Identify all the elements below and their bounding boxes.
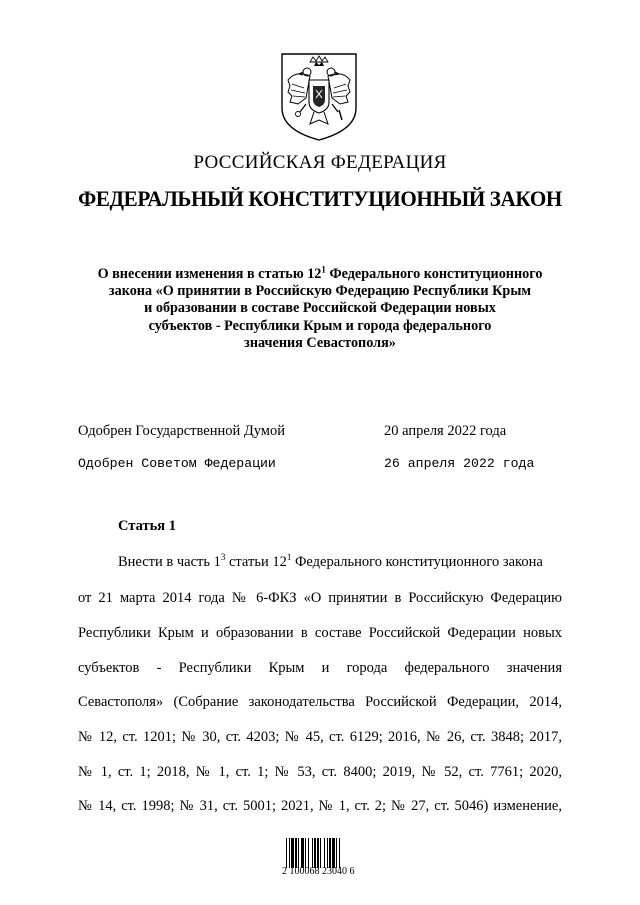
law-title-line: значения Севастополя» (244, 334, 396, 351)
article-text-line: от 21 марта 2014 года № 6-ФКЗ «О принятии в Российскую Федерацию (78, 590, 562, 606)
article-heading: Статья 1 (118, 518, 176, 534)
article-text-line: № 14, ст. 1998; № 31, ст. 5001; 2021, № 1, ст. 2; № 27, ст. 5046) изменение, (78, 798, 562, 814)
council-approval-date: 26 апреля 2022 года (384, 456, 535, 471)
council-approval-label: Одобрен Советом Федерации (78, 456, 276, 471)
article-text-line: Севастополя» (Собрание законодательства Российской Федерации, 2014, (78, 694, 562, 710)
barcode-number: 2 100068 23040 6 (282, 866, 355, 877)
article-text-line: Внести в часть $1^3$ статьи $12^1$ Федерального конституционного закона (118, 552, 543, 570)
country-name: РОССИЙСКАЯ ФЕДЕРАЦИЯ (193, 152, 447, 173)
law-title-line: О внесении изменения в статью $12^1$ Федерального конституционного (97, 264, 543, 282)
law-title (60, 266, 580, 352)
article-text-line: № 1, ст. 1; 2018, № 1, ст. 1; № 53, ст. 8400; 2019, № 52, ст. 7761; 2020, (78, 764, 562, 780)
duma-approval-label: Одобрен Государственной Думой (78, 423, 285, 439)
law-title-line: и образовании в составе Российской Федерации новых (144, 300, 496, 317)
law-type-heading: ФЕДЕРАЛЬНЫЙ КОНСТИТУЦИОННЫЙ ЗАКОН (78, 186, 562, 211)
article-text-line: Республики Крым и образовании в составе Российской Федерации новых (78, 625, 562, 641)
duma-approval-date: 20 апреля 2022 года (384, 423, 507, 439)
law-title-line: субъектов - Республики Крым и города федерального (148, 317, 492, 334)
article-text-line: субъектов - Республики Крым и города федерального значения (78, 660, 562, 676)
state-emblem (276, 50, 362, 142)
law-title-line: закона «О принятии в Российскую Федерацию Республики Крым (108, 283, 532, 300)
barcode (286, 838, 360, 868)
article-text-line: № 12, ст. 1201; № 30, ст. 4203; № 45, ст. 6129; 2016, № 26, ст. 3848; 2017, (78, 729, 562, 745)
